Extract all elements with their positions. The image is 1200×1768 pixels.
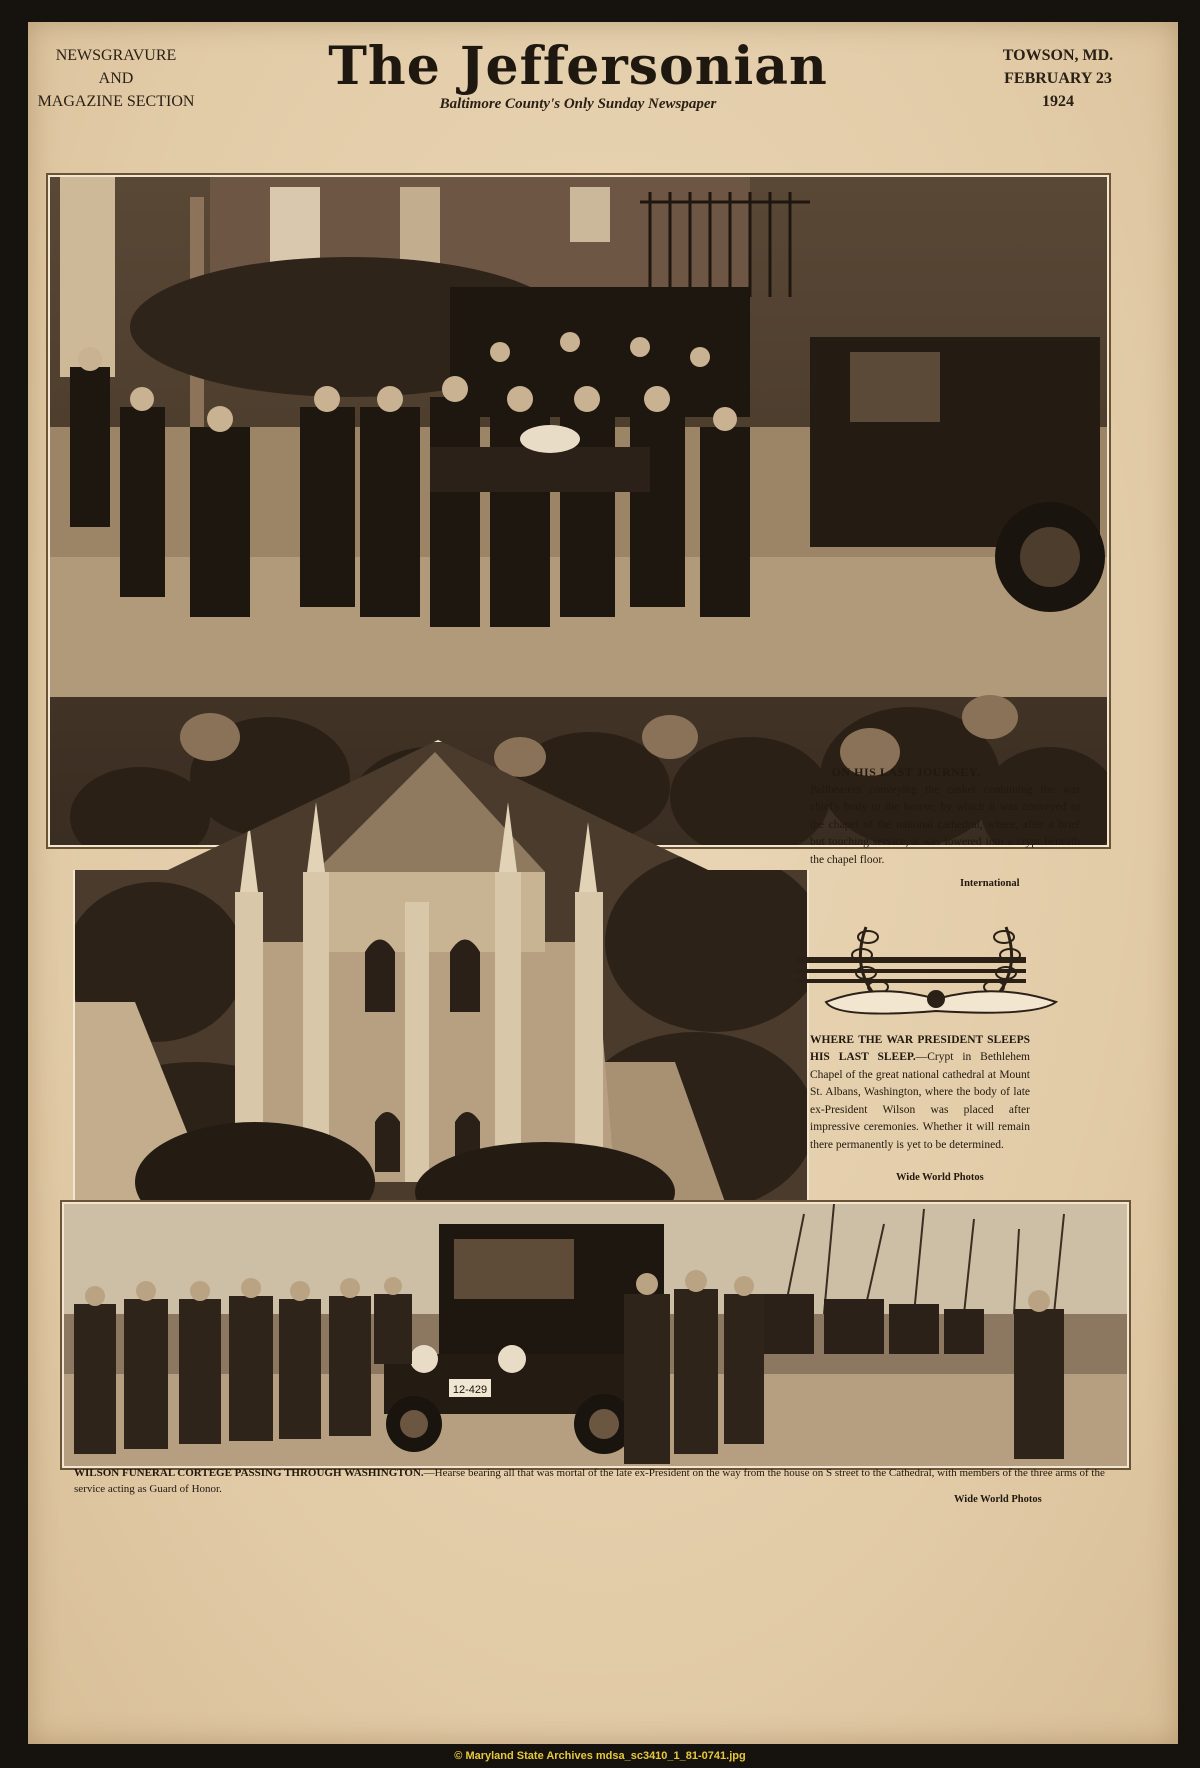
- section-label-line: AND: [98, 70, 134, 88]
- wreath-icon: [796, 907, 1091, 1027]
- caption-cortege-credit: Wide World Photos: [954, 1494, 1042, 1505]
- caption-journey-body: Pallbearers conveying the casket containing the war chief's body to the hearse, by which it was conveyed to the chapel of the national cathedral, where, after a brief but touching service, it was lowered into a crypt beneath the chapel floor.: [810, 784, 1080, 866]
- caption-journey-title: ON HIS LAST JOURNEY.: [831, 765, 981, 779]
- funeral-procession-photo-icon: [50, 177, 1107, 845]
- wreath-ornament: [796, 907, 1091, 1027]
- newspaper-page: [28, 22, 1178, 1744]
- dateline-year: 1924: [1042, 93, 1074, 111]
- caption-sleep-credit: Wide World Photos: [896, 1172, 984, 1183]
- caption-sleep-body: —Crypt in Bethlehem Chapel of the great national cathedral at Mount St. Albans, Washington, where the body of late ex-President Wilson was placed after impressive ceremonies. Whether it will remain there permanently is yet to be determined.: [810, 1051, 1030, 1151]
- caption-cortege-lead: WILSON FUNERAL CORTEGE PASSING THROUGH WASHINGTON.: [74, 1467, 424, 1479]
- dateline-date: FEBRUARY 23: [1004, 70, 1112, 88]
- caption-sleep: [810, 1032, 1030, 1154]
- section-label: [36, 44, 196, 114]
- caption-cortege-body: —Hearse bearing all that was mortal of the late ex-President on the way from the house on S street to the Cathedral, with members of the three arms of the service acting as Guard of Honor.: [74, 1467, 1105, 1495]
- section-label-line: NEWSGRAVURE: [55, 47, 177, 64]
- newspaper-title: The Jeffersonian: [328, 36, 828, 97]
- caption-sleep-lead: WHERE THE WAR PRESIDENT SLEEPS HIS LAST SLEEP.: [810, 1034, 1030, 1064]
- photo-cortege: [62, 1202, 1129, 1468]
- dateline-place: TOWSON, MD.: [1002, 47, 1114, 64]
- photo-pallbearers: [48, 175, 1109, 847]
- archive-stamp: © Maryland State Archives mdsa_sc3410_1_81-0741.jpg: [454, 1750, 746, 1762]
- license-plate: 12-429: [452, 1384, 488, 1396]
- caption-journey-credit: International: [960, 878, 1020, 889]
- section-label-line: MAGAZINE SECTION: [37, 93, 195, 111]
- newspaper-subtitle: Baltimore County's Only Sunday Newspaper: [439, 96, 717, 112]
- dateline: [988, 44, 1128, 114]
- cortege-hearse-photo-icon: [64, 1204, 1127, 1466]
